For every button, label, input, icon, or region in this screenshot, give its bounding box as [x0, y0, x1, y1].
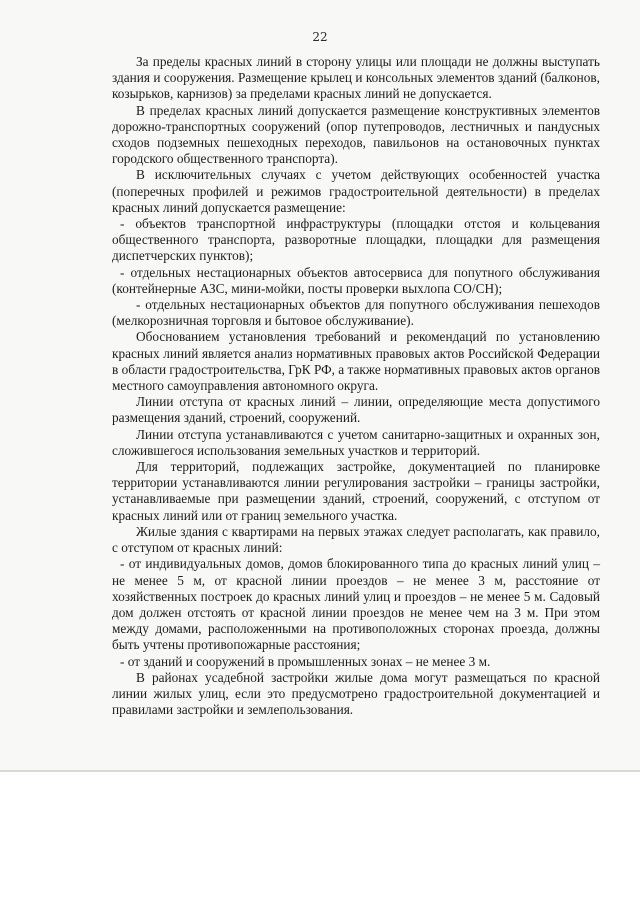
paragraph-exceptional-cases: В исключительных случаях с учетом действующих особенностей участка (поперечных профилей и режимов градостроительной деятельности) в пределах красных линий допускается размещение:: [112, 167, 600, 215]
body-text: [112, 54, 600, 718]
paragraph-estate-development: В районах усадебной застройки жилые дома могут размещаться по красной линии жилых улиц, если это предусмотрено градостроительной документацией и правилами застройки и землепользования.: [112, 669, 600, 718]
paragraph-residential-buildings: Жилые здания с квартирами на первых этажах следует располагать, как правило, с отступом от красных линий:: [112, 523, 600, 556]
list-item-industrial-zones: - от зданий и сооружений в промышленных зонах – не менее 3 м.: [120, 653, 491, 669]
page-edge-divider: [0, 770, 640, 772]
paragraph-development-regulation: Для территорий, подлежащих застройке, документацией по планировке территории устанавливаются линии регулирования застройки – границы застройки, устанавливаемые при размещении зданий, строений, сооружений, с отступом от красных линий или от границ земельного участка.: [112, 459, 600, 523]
paragraph-setback-rules: Линии отступа устанавливаются с учетом санитарно-защитных и охранных зон, сложившегося использования земельных участков и территорий.: [112, 426, 600, 458]
page-number: 22: [312, 30, 328, 44]
paragraph-red-lines-restriction: За пределы красных линий в сторону улицы или площади не должны выступать здания и сооружения. Размещение крылец и консольных элементов зданий (балконов, козырьков, карнизов) за пределами красных линий не допускается.: [112, 54, 600, 102]
paragraph-structural-elements: В пределах красных линий допускается размещение конструктивных элементов дорожно-транспортных сооружений (опор путепроводов, лестничных и пандусных сходов подземных пешеходных переходов, павильонов на остановочных пунктах городского общественного транспорта).: [112, 102, 600, 167]
paragraph-setback-definition: Линии отступа от красных линий – линии, определяющие места допустимого размещения зданий, строений, сооружений.: [112, 394, 600, 426]
list-item-transport-infrastructure: - объектов транспортной инфраструктуры (площадки отстоя и кольцевания общественного транспорта, разворотные площадки, площадки для размещения диспетчерских пунктов);: [112, 216, 600, 264]
paragraph-justification: Обоснованием установления требований и рекомендаций по установлению красных линий является анализ нормативных правовых актов Российской Федерации в области градостроительства, ГрК РФ, а также нормативных правовых актов органов местного самоуправления автономного округа.: [112, 329, 600, 394]
list-item-auto-service: - отдельных нестационарных объектов автосервиса для попутного обслуживания (контейнерные АЗС, мини-мойки, посты проверки выхлопа СО/СН);: [112, 264, 600, 296]
list-item-individual-houses: - от индивидуальных домов, домов блокированного типа до красных линий улиц – не менее 5 м, от красной линии проездов – не менее 3 м, расстояние от хозяйственных построек до красных линий улиц и проездов – не менее 5 м. Садовый дом должен отстоять от красной линии проездов не менее чем на 3 м. При этом между домами, расположенными на противоположных сторонах проезда, должны быть учтены противопожарные расстояния;: [112, 556, 600, 653]
list-item-pedestrian-service: - отдельных нестационарных объектов для попутного обслуживания пешеходов (мелкорозничная торговля и бытовое обслуживание).: [112, 297, 600, 329]
